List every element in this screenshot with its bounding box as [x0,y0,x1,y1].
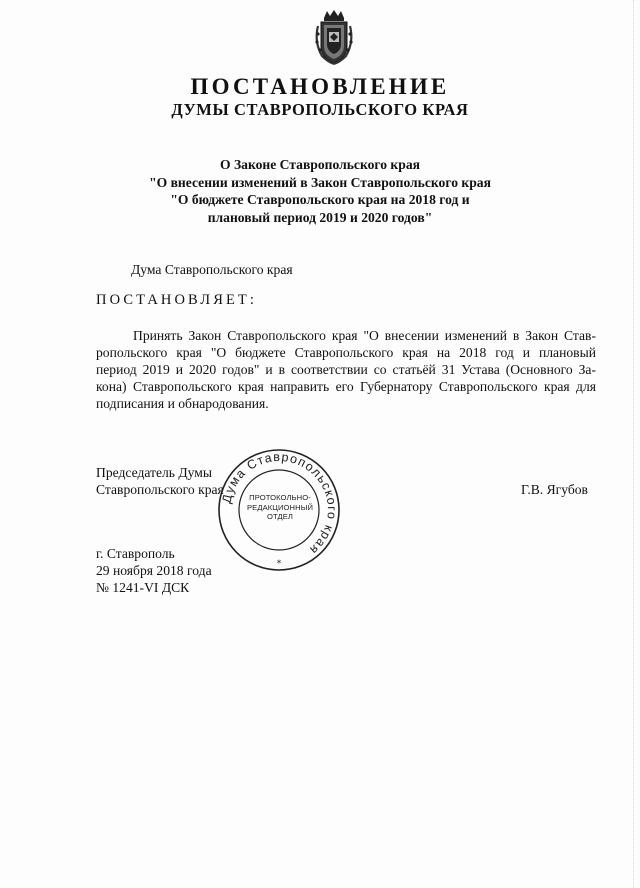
author-line: Дума Ставропольского края [131,262,293,277]
issue-details [96,545,212,596]
issue-city: г. Ставрополь [96,546,175,561]
law-title-line: "О бюджете Ставропольского края на 2018 год и [170,192,470,207]
issue-date: 29 ноября 2018 года [96,563,212,578]
stamp-center-line: РЕДАКЦИОННЫЙ [247,502,314,512]
law-title-line: "О внесении изменений в Закон Ставропольского края [149,174,491,190]
stamp-ring-text: Дума Ставропольского края [219,449,340,558]
document-subtitle: ДУМЫ СТАВРОПОЛЬСКОГО КРАЯ [171,100,469,119]
stamp-center-line: ОТДЕЛ [267,512,293,521]
law-title-line: О Законе Ставропольского края [220,157,420,172]
paragraph-line: ропольского края "О бюджете Ставропольского края на 2018 год и плановый [96,345,596,360]
stamp-star: * [276,559,282,569]
stavropol-coat-of-arms-icon [312,8,356,66]
law-title [0,156,640,226]
paragraph-line: кона) Ставропольского края направить его Губернатору Ставропольского края для [96,379,596,394]
paragraph-line: подписания и обнародования. [96,396,269,411]
stamp-center-line: ПРОТОКОЛЬНО- [249,493,311,502]
signatory-position-line: Ставропольского края [96,482,224,497]
stamp-center-text [247,493,313,522]
signatory-name: Г.В. Ягубов [521,482,588,497]
resolves-heading: ПОСТАНОВЛЯЕТ: [96,292,258,308]
paragraph-line: период 2019 и 2020 годов" и в соответствии со статьёй 31 Устава (Основного За- [96,362,596,377]
law-title-line: плановый период 2019 и 2020 годов" [207,209,433,225]
resolution-paragraph [96,327,596,412]
signatory-position [96,464,224,498]
document-title: ПОСТАНОВЛЕНИЕ [190,74,450,99]
signatory-position-line: Председатель Думы [96,465,213,480]
paragraph-line: Принять Закон Ставропольского края "О внесении изменений в Закон Став- [133,328,596,343]
document-number: № 1241-VI ДСК [96,580,190,595]
